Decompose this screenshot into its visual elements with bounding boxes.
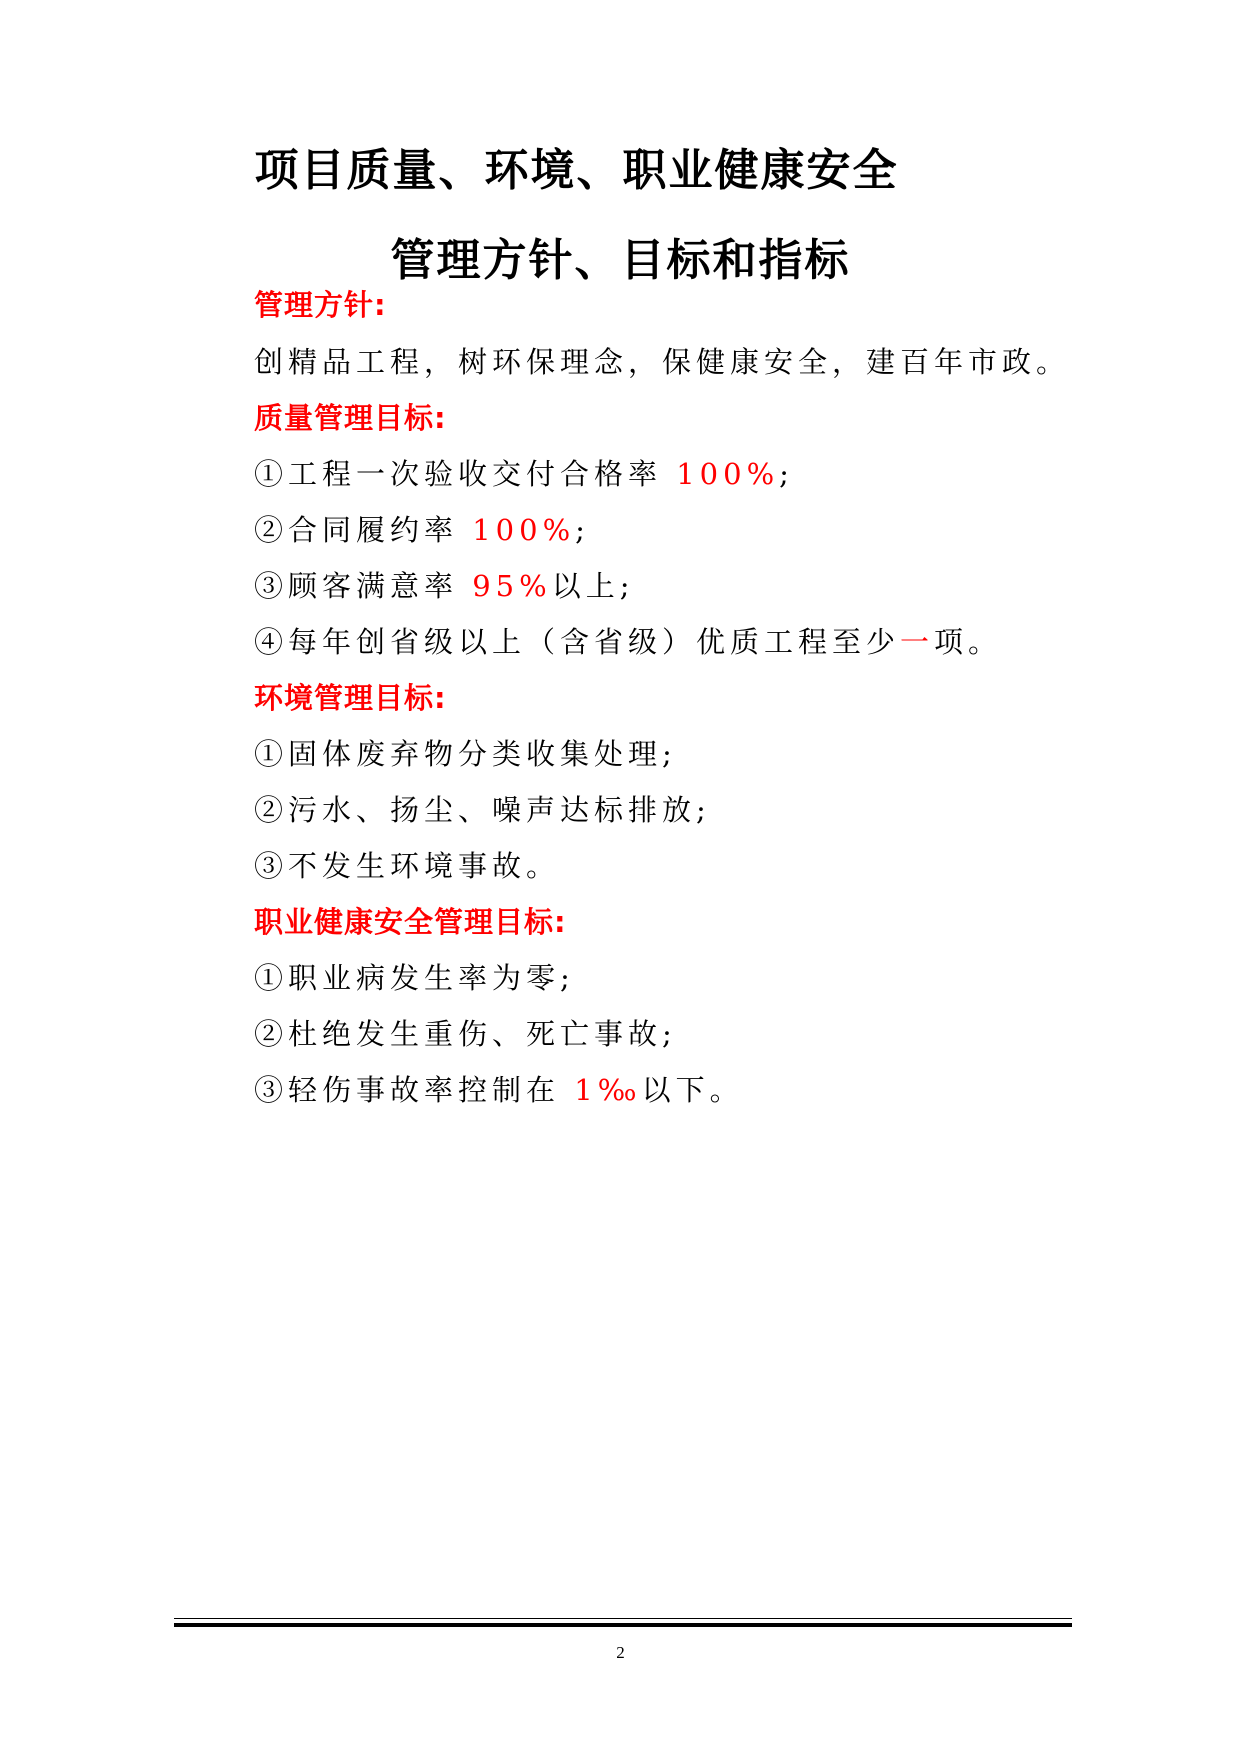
quality-heading: 质量管理目标: — [254, 401, 447, 435]
document-title-line-1: 项目质量、环境、职业健康安全 — [254, 145, 899, 196]
environment-item-2: ②污水、扬尘、噪声达标排放; — [254, 793, 711, 827]
quality-item-3-suffix: 以上; — [551, 569, 635, 603]
environment-item-1: ①固体废弃物分类收集处理; — [254, 737, 677, 771]
document-title-line-2: 管理方针、目标和指标 — [390, 235, 851, 286]
quality-item-3-value: 95% — [472, 569, 552, 603]
safety-item-3-prefix: ③轻伤事故率控制在 — [254, 1073, 575, 1107]
page-number: 2 — [616, 1643, 625, 1662]
quality-item-4-prefix: ④每年创省级以上（含省级）优质工程至少 — [254, 625, 901, 659]
footer-divider-thick — [174, 1623, 1072, 1627]
safety-item-3-value: 1‰ — [574, 1073, 642, 1107]
quality-item-2-value: 100% — [472, 513, 576, 547]
quality-item-3 — [254, 564, 634, 605]
quality-item-1-prefix: ①工程一次验收交付合格率 — [254, 457, 677, 491]
safety-item-2 — [254, 1012, 677, 1053]
safety-item-3 — [254, 1068, 744, 1109]
policy-text: 创精品工程，树环保理念，保健康安全，建百年市政。 — [254, 345, 1071, 379]
safety-heading: 职业健康安全管理目标: — [254, 905, 567, 939]
policy-heading: 管理方针: — [254, 288, 387, 322]
quality-item-1-value: 100% — [676, 457, 780, 491]
quality-item-3-prefix: ③顾客满意率 — [254, 569, 473, 603]
environment-heading: 环境管理目标: — [254, 681, 447, 715]
quality-item-2-prefix: ②合同履约率 — [254, 513, 473, 547]
quality-item-1 — [254, 452, 794, 493]
quality-item-4-suffix: 项。 — [934, 625, 1003, 659]
safety-item-3-suffix: 以下。 — [641, 1073, 744, 1107]
quality-item-4-value: 一 — [900, 625, 935, 659]
safety-item-2-prefix: ②杜绝发生重伤、死亡事故; — [254, 1017, 677, 1051]
quality-item-4 — [254, 620, 1002, 661]
footer-divider-thin — [174, 1618, 1072, 1619]
environment-item-3: ③不发生环境事故。 — [254, 849, 561, 883]
quality-item-2 — [254, 508, 590, 549]
quality-item-1-suffix: ; — [779, 457, 794, 491]
safety-item-1-prefix: ①职业病发生率为零; — [254, 961, 575, 995]
quality-item-2-suffix: ; — [575, 513, 590, 547]
safety-item-1 — [254, 956, 575, 997]
